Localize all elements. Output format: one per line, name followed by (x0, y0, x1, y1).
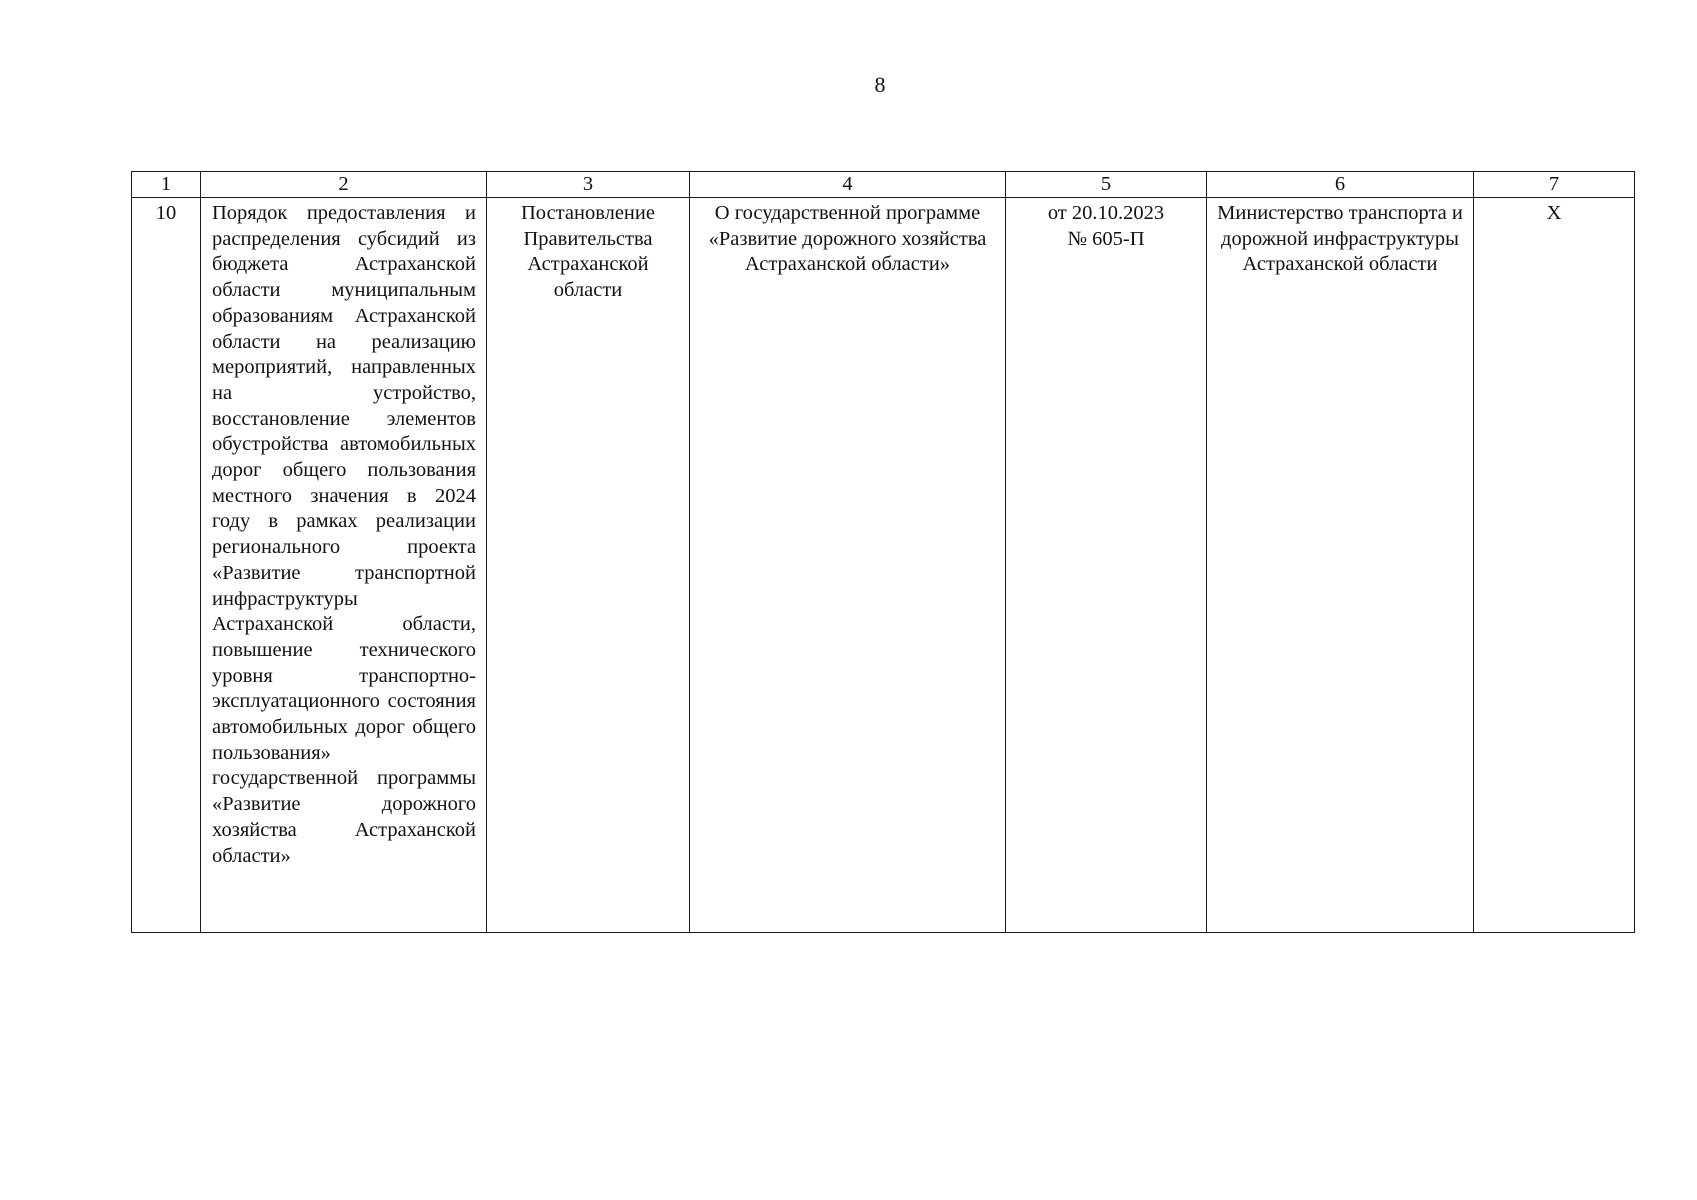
table-header-row (132, 172, 1635, 198)
column-header-4: 4 (690, 172, 1006, 198)
responsible-body-cell: Министерство транспорта и дорожной инфраструктуры Астраханской области (1207, 198, 1474, 933)
act-type-cell: Постановление Правительства Астраханской области (487, 198, 690, 933)
document-table (131, 171, 1635, 933)
act-name-cell: Порядок предоставления и распределения субсидий из бюджета Астраханской области муниципальным образованиям Астраханской области на реализацию мероприятий, направленных на устройство, восстановление элементов обустройства автомобильных дорог общего пользования местного значения в 2024 году в рамках реализации регионального проекта «Развитие транспортной инфраструктуры Астраханской области, повышение технического уровня транспортно-эксплуатационного состояния автомобильных дорог общего пользования» государственной программы «Развитие дорожного хозяйства Астраханской области» (201, 198, 487, 933)
column-header-3: 3 (487, 172, 690, 198)
act-date: от 20.10.2023 (1047, 202, 1165, 224)
act-number: № 605-П (1067, 227, 1145, 250)
column-header-5: 5 (1006, 172, 1207, 198)
act-title-cell: О государственной программе «Развитие дорожного хозяйства Астраханской области» (690, 198, 1006, 933)
act-date-number-cell (1006, 198, 1207, 933)
note-cell: Х (1474, 198, 1635, 933)
row-number-cell: 10 (132, 198, 201, 933)
table-row (132, 198, 1635, 933)
page-number: 8 (874, 72, 886, 97)
column-header-7: 7 (1474, 172, 1635, 198)
column-header-1: 1 (132, 172, 201, 198)
column-header-2: 2 (201, 172, 487, 198)
column-header-6: 6 (1207, 172, 1474, 198)
